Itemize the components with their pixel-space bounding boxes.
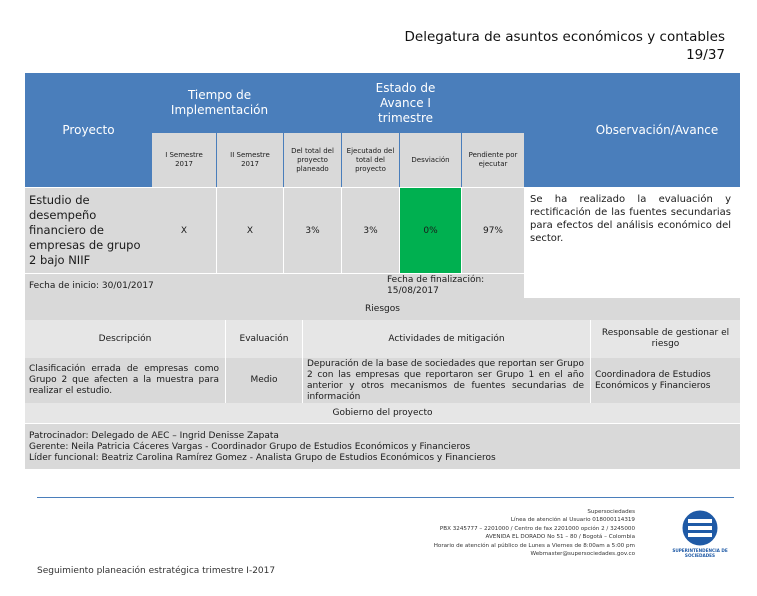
riesgo-responsable: Coordinadora de Estudios Económicos y Financieros	[591, 358, 740, 403]
gobierno-gerente: Gerente: Neila Patricia Cáceres Vargas - Coordinador Grupo de Estudios Económicos y Financieros	[29, 442, 471, 452]
riesgos-col-responsable: Responsable de gestionar el riesgo	[591, 320, 740, 358]
riesgos-title: Riesgos	[25, 298, 740, 320]
gobierno-lider: Líder funcional: Beatriz Carolina Ramírez Gomez - Analista Grupo de Estudios Económicos y Financieros	[29, 453, 496, 463]
pendiente-header: Pendiente por ejecutar	[462, 133, 524, 187]
gobierno-title: Gobierno del proyecto	[25, 403, 740, 423]
page-number: 19/37	[686, 47, 725, 63]
fecha-inicio: Fecha de inicio: 30/01/2017	[25, 274, 385, 298]
contact-pbx: PBX 3245777 – 2201000 / Centro de fax 2201000 opción 2 / 3245000	[439, 525, 635, 532]
contact-entity: Supersociedades	[587, 509, 635, 515]
sem2-value: X	[217, 188, 283, 273]
contact-address: AVENIDA EL DORADO No 51 – 80 / Bogotá – Colombia	[485, 534, 635, 541]
sem2-header: II Semestre 2017	[217, 133, 283, 187]
desviacion-value: 0%	[400, 188, 461, 273]
header-title: Delegatura de asuntos económicos y contables	[404, 29, 725, 45]
gobierno-body	[25, 424, 740, 469]
total-value: 3%	[284, 188, 341, 273]
pendiente-value: 97%	[462, 188, 524, 273]
contact-line: Línea de atención al Usuario 018000114319	[510, 517, 635, 524]
contact-email: Webmaster@supersociedades.gov.co	[530, 551, 635, 558]
gobierno-patrocinador: Patrocinador: Delegado de AEC – Ingrid Denisse Zapata	[29, 431, 279, 441]
logo-text: SUPERINTENDENCIA DE SOCIEDADES	[672, 548, 728, 558]
riesgos-col-evaluacion: Evaluación	[226, 320, 302, 358]
estado-header: Estado de Avance I trimestre	[287, 73, 524, 133]
riesgos-col-descripcion: Descripción	[25, 320, 225, 358]
ejecutado-value: 3%	[342, 188, 399, 273]
supersociedades-logo	[672, 506, 728, 564]
observacion-header: Observación/Avance	[524, 73, 740, 187]
riesgo-evaluacion: Medio	[226, 358, 302, 403]
proyecto-header: Proyecto	[25, 73, 152, 187]
footer-left-text: Seguimiento planeación estratégica trimestre I-2017	[37, 566, 276, 576]
desviacion-header: Desviación	[400, 133, 461, 187]
header-title-block	[405, 28, 725, 64]
sem1-value: X	[152, 188, 216, 273]
riesgo-mitigacion: Depuración de la base de sociedades que reportan ser Grupo 2 con las empresas que reportaron ser Grupo 1 en el año anterior y otros mecanismos de fuentes secundarias de información	[303, 358, 590, 403]
total-header: Del total del proyecto planeado	[284, 133, 341, 187]
observacion-text: Se ha realizado la evaluación y rectificación de las fuentes secundarias para efectos del análisis económico del sector.	[530, 194, 731, 244]
sem1-header: I Semestre 2017	[152, 133, 216, 187]
project-name: Estudio de desempeño financiero de empresas de grupo 2 bajo NIIF	[25, 188, 152, 273]
contact-block	[434, 508, 635, 558]
fecha-fin: Fecha de finalización: 15/08/2017	[385, 274, 524, 298]
riesgos-col-mitigacion: Actividades de mitigación	[303, 320, 590, 358]
ejecutado-header: Ejecutado del total del proyecto	[342, 133, 399, 187]
tiempo-header: Tiempo de Implementación	[152, 73, 287, 133]
riesgo-descripcion: Clasificación errada de empresas como Grupo 2 que afecten a la muestra para realizar el estudio.	[25, 358, 225, 403]
footer-divider	[37, 497, 734, 498]
contact-hours: Horario de atención al público de Lunes a Viernes de 8:00am a 5:00 pm	[433, 542, 635, 549]
